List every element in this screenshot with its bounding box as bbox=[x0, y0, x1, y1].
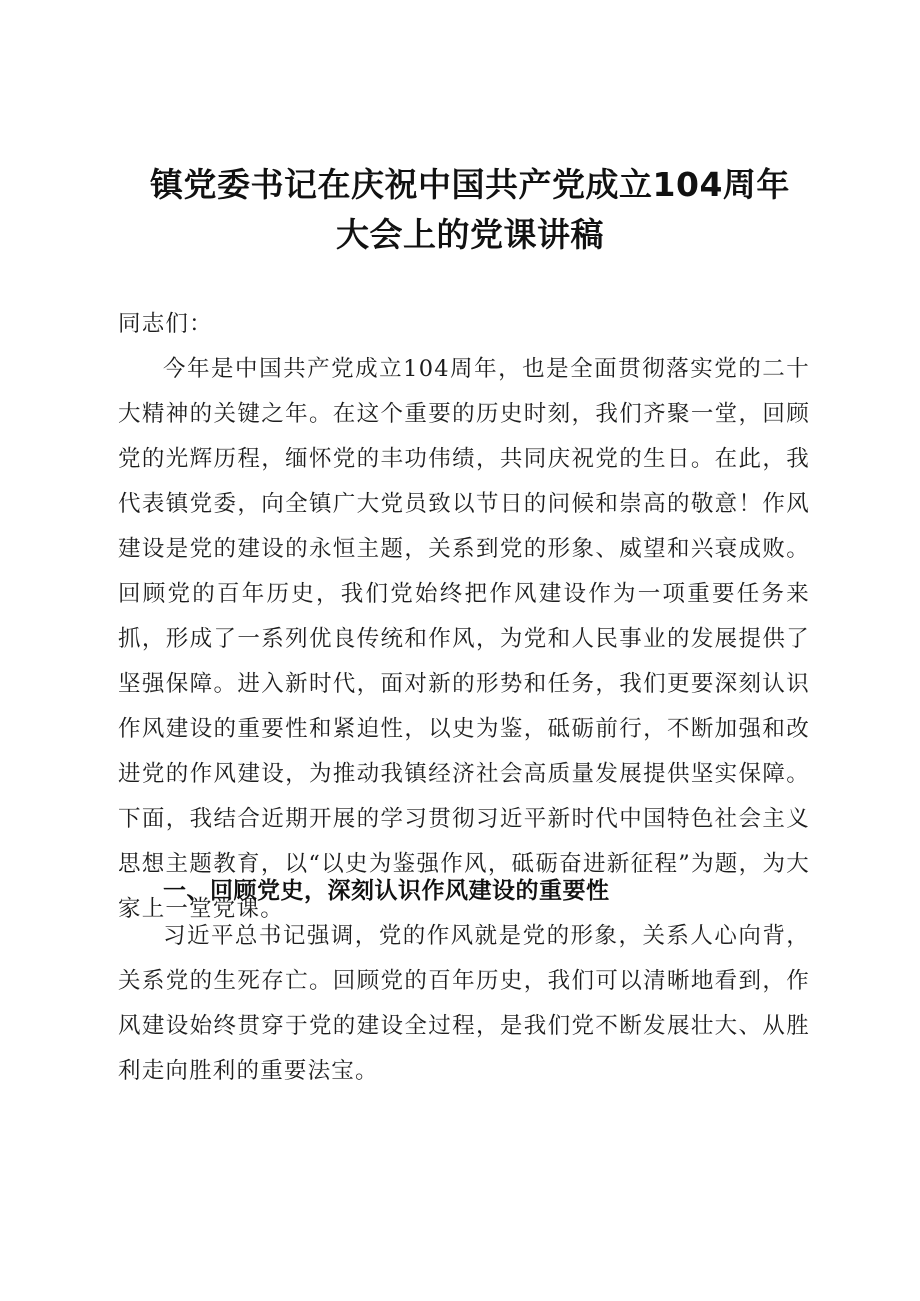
paragraph-intro: 今年是中国共产党成立104周年，也是全面贯彻落实党的二十大精神的关键之年。在这个重要的历史时刻，我们齐聚一堂，回顾党的光辉历程，缅怀党的丰功伟绩，共同庆祝党的生日。在此，我代表镇党委，向全镇广大党员致以节日的问候和崇高的敬意！作风建设是党的建设的永恒主题，关系到党的形象、威望和兴衰成败。回顾党的百年历史，我们党始终把作风建设作为一项重要任务来抓，形成了一系列优良传统和作风，为党和人民事业的发展提供了坚强保障。进入新时代，面对新的形势和任务，我们更要深刻认识作风建设的重要性和紧迫性，以史为鉴，砥砺前行，不断加强和改进党的作风建设，为推动我镇经济社会高质量发展提供坚实保障。下面，我结合近期开展的学习贯彻习近平新时代中国特色社会主义思想主题教育，以“以史为鉴强作风，砥砺奋进新征程”为题，为大家上一堂党课。 bbox=[118, 356, 810, 922]
document-title: 镇党委书记在庆祝中国共产党成立104周年大会上的党课讲稿 bbox=[150, 165, 790, 254]
paragraph-section-1: 习近平总书记强调，党的作风就是党的形象，关系人心向背，关系党的生死存亡。回顾党的百年历史，我们可以清晰地看到，作风建设始终贯穿于党的建设全过程，是我们党不断发展壮大、从胜利走向胜利的重要法宝。 bbox=[118, 923, 810, 1084]
salutation: 同志们： bbox=[118, 311, 213, 337]
section-heading: 一、回顾党史，深刻认识作风建设的重要性 bbox=[163, 878, 610, 904]
